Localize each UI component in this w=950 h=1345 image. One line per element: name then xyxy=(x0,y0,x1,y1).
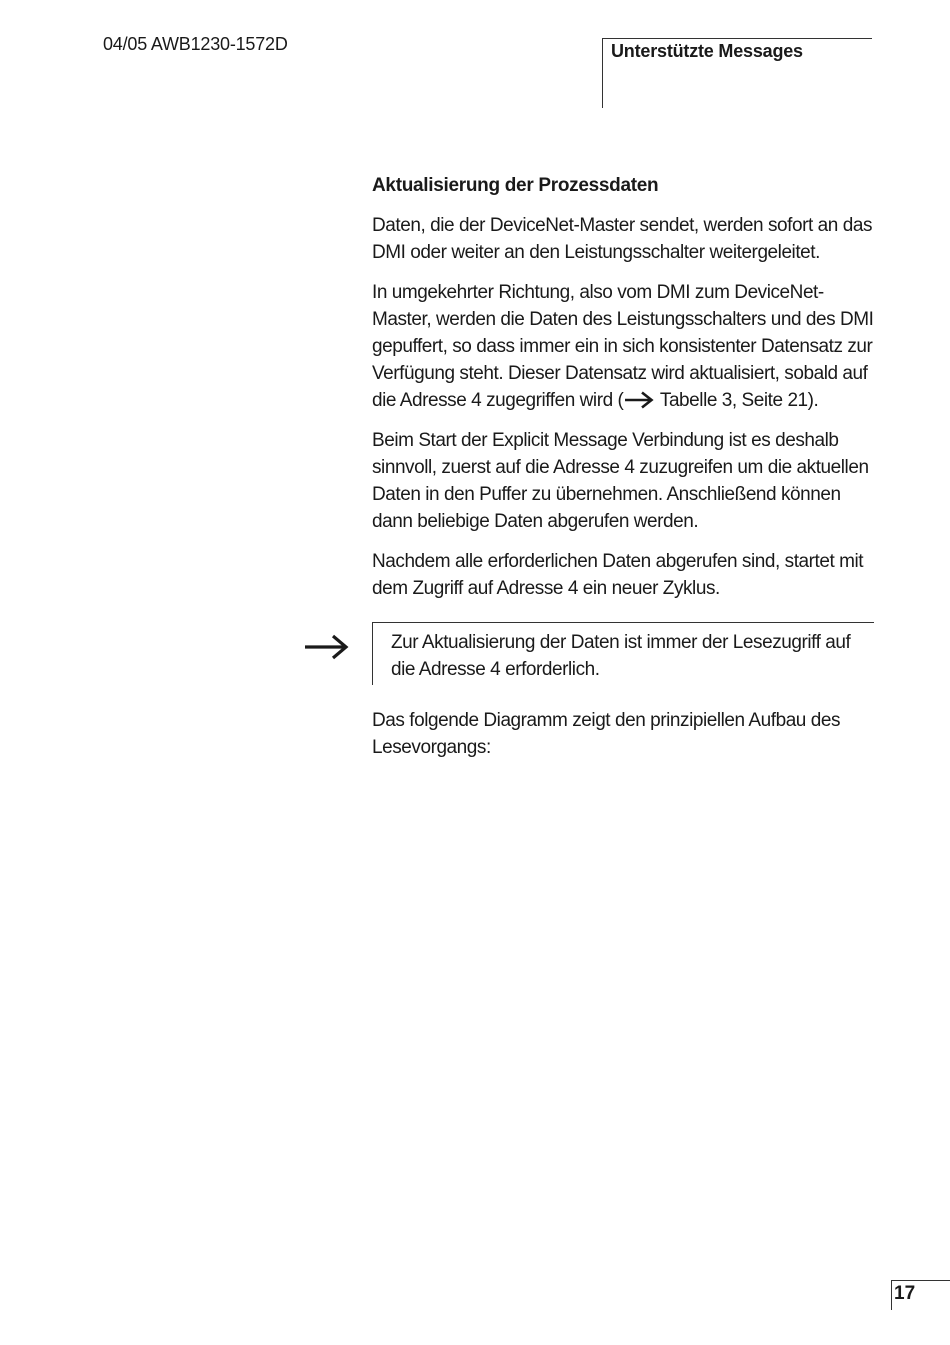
page-content xyxy=(372,172,874,774)
paragraph-3: Beim Start der Explicit Message Verbindung ist es deshalb sinnvoll, zuerst auf die Adresse 4 zuzugreifen um die aktuellen Daten in den Puffer zu übernehmen. Anschließend können dann beliebige Daten abgerufen werden. xyxy=(372,430,869,532)
paragraph-2 xyxy=(372,279,874,414)
paragraph-2-text: In umgekehrter Richtung, also vom DMI zum DeviceNet-Master, werden die Daten des Leistungsschalters und des DMI gepuffert, so dass immer ein in sich konsistenter Datensatz zur Verfügung steht. Dieser Datensatz wird aktualisiert, sobald auf die Adresse 4 zugegriffen wird ( xyxy=(372,282,874,411)
section-header xyxy=(602,38,872,108)
paragraph-4: Nachdem alle erforderlichen Daten abgerufen sind, startet mit dem Zugriff auf Adresse 4 ein neuer Zyklus. xyxy=(372,551,864,599)
reference-arrow-icon xyxy=(623,391,655,409)
paragraph-2-reference: Tabelle 3, Seite 21). xyxy=(655,390,819,411)
page-number: 17 xyxy=(894,1283,916,1304)
right-arrow-icon xyxy=(303,633,351,661)
section-title: Aktualisierung der Prozessdaten xyxy=(372,175,659,196)
paragraph-1: Daten, die der DeviceNet-Master sendet, werden sofort an das DMI oder weiter an den Leistungsschalter weitergeleitet. xyxy=(372,215,872,263)
note-text: Zur Aktualisierung der Daten ist immer der Lesezugriff auf die Adresse 4 erforderlich. xyxy=(391,632,851,680)
note-box xyxy=(372,622,874,685)
section-header-title: Unterstützte Messages xyxy=(611,41,803,61)
page-number-box xyxy=(891,1280,950,1310)
document-id: 04/05 AWB1230-1572D xyxy=(103,34,288,54)
paragraph-5: Das folgende Diagramm zeigt den prinzipiellen Aufbau des Lesevorgangs: xyxy=(372,710,841,758)
